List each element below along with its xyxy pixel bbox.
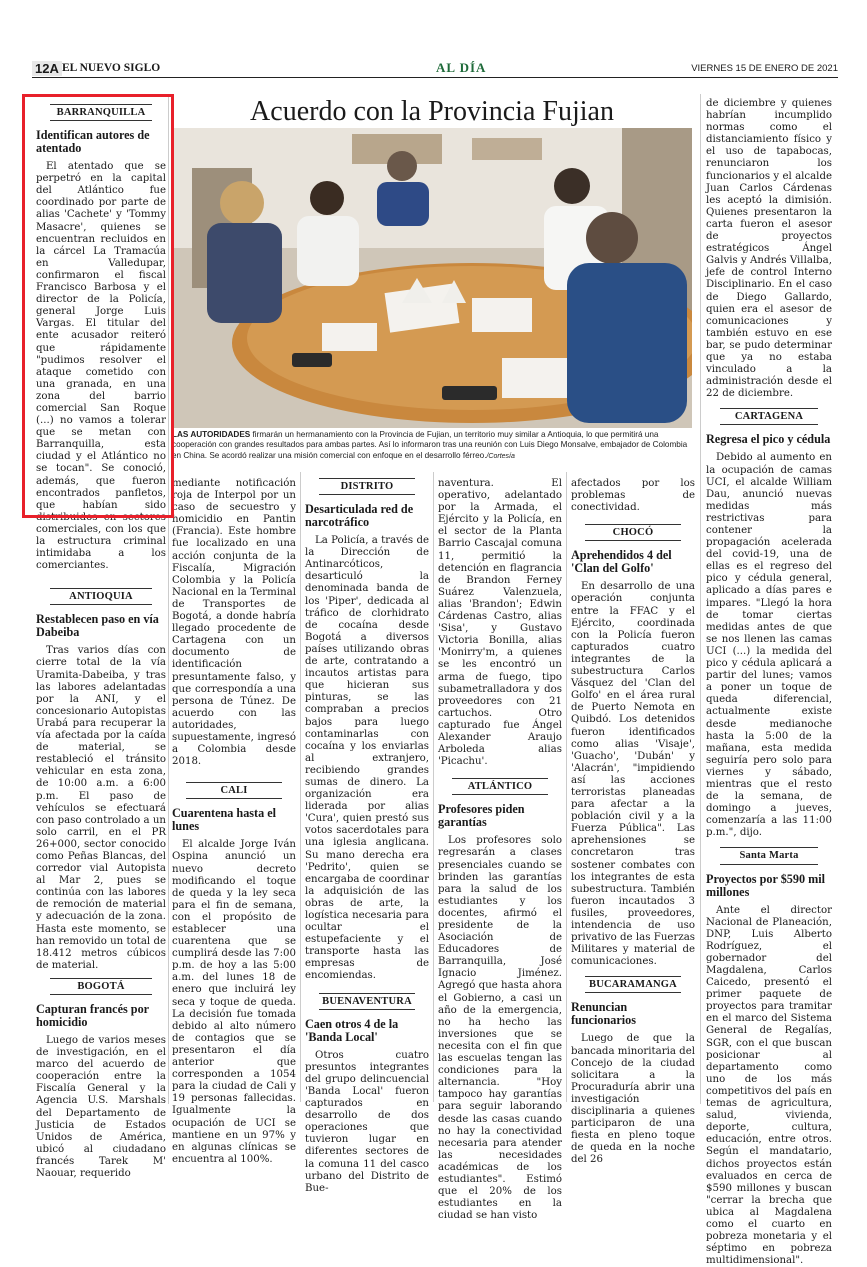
caption-text: firmarán un hermanamiento con la Provincia de Fujian, un territorio muy similar a Antioquia, lo que permitirá una cooperación con grandes resultados para ambas partes. Así lo informaron tras una reunión con Luis Diego Monsalve, embajador de Colombia en China. Se acordó realizar una misión comercial con enfoque en el desarrollo férreo. — [172, 430, 688, 460]
article-santa-marta: Ante el director Nacional de Planeación, DNP, Luis Alberto Rodríguez, el gobernador del Magdalena, Carlos Caicedo, presentó el primer paquete de proyectos para tramitar en el marco del Sistema General de Regalías, SGR, con el que buscan posicionar al departamento como uno de los más competitivos del país en temas de agricultura, salud, vivienda, deporte, cultura, educación, entre otros. Según el mandatario, dichos proyectos están evaluados en cerca de $590 millones y buscan "cerrar la brecha que ubica al Magdalena como el cuarto en pobreza monetaria y el séptimo en pobreza multidimensional". — [706, 904, 832, 1267]
article-bucaramanga-cont: de diciembre y quienes habrían incumplido normas como el distanciamiento físico y el uso de tapabocas, renunciaron los funcionarios y el alcalde Juan Carlos Cárdenas les aceptó la dimisión. Quienes presentaron la carta fueron el asesor de proyectos estratégicos Ángel Galvis y Andrés Villalba, jefe de control Interno Disciplinario. En el caso de Diego Gallardo, quien era el asesor de comunicaciones y también estuvo en ese bar, se pudo determinar que ya no estaba vinculado a la administración desde el 22 de diciembre. — [706, 98, 832, 400]
page-number: 12A — [32, 61, 62, 76]
headline-cali: Cuarentena hasta el lunes — [172, 806, 277, 834]
section-atlantico: ATLÁNTICO — [452, 778, 548, 795]
article-atlantico-cont: afectados por los problemas de conectividad. — [571, 478, 695, 514]
headline-distrito: Desarticulada red de narcotráfico — [305, 502, 414, 530]
column-rule — [566, 472, 567, 1102]
article-cartagena: Debido al aumento en la ocupación de camas UCI, el alcalde William Dau, anunció nuevas medidas más restrictivas para contener la propagación acelerada del covid-19, una de ellas es el regreso del pico y cédula general, aplicado a días pares e impares. "Llegó la hora de tomar ciertas medidas antes de que se nos llenen las camas UCI (...) la medida del pico y cédula aplicará a partir del lunes; vamos a poner un toque de queda diferencial, actualmente existe desde medianoche hasta la 5:00 de la mañana, esta medida seguiría pero solo para viernes y sábado, mientras que el resto de la semana, de domingo a jueves, comenzaría a las 11:00 p.m.", dijo. — [706, 452, 832, 839]
section-barranquilla: BARRANQUILLA — [50, 104, 152, 121]
section-cali: CALI — [186, 782, 282, 799]
headline-barranquilla: Identifican autores de atentado — [36, 128, 150, 156]
section-santa-marta: Santa Marta — [720, 847, 818, 864]
meeting-photo — [172, 128, 692, 428]
article-distrito: La Policía, a través de la Dirección de Antinarcóticos, desarticuló la denominada banda de los 'Piper', dedicada al tráfico de clorhidrato de cocaína desde Bogotá a diversos países utilizando obras de arte, contratando a incautos artistas para que hicieran sus pinturas, se las compraban a precios bajos para luego contaminarlas con cocaína y los enviarlas al extranjero, recibiendo grandes sumas de dinero. La organización era liderada por alias 'Cura', quien prestó sus votos sacerdotales para una iglesia anglicana. Su mano derecha era 'Pedrito', quien se encargaba de coordinar la adquisición de las obras de arte, la logística necesaria para ocultar el estupefaciente y el transporte hasta las empresas de encomiendas. — [305, 535, 429, 982]
photo-caption — [172, 430, 694, 462]
article-choco: En desarrollo de una operación conjunta entre la FFAC y el Ejército, coordinada con la Policía fueron capturados cuatro integrantes de la subestructura Carlos Vásquez del 'Clan del Golfo' en el área rural de Puerto Nemota en Quibdó. Los detenidos fueron identificados como alias 'Visaje', 'Guacho', 'Dubán' y 'Alacrán', "impidiendo así las acciones terroristas planeadas para afectar a la población civil y a la Fuerza Pública". Las aprehensiones se concretaron tras sostener combates con los integrantes de esta subestructura. También fueron incautados 3 fusiles, proveedores, intendencia de uso privativo de las Fuerzas Militares y material de comunicaciones. — [571, 581, 695, 968]
article-antioquia: Tras varios días con cierre total de la vía Uramita-Dabeiba, y tras las labores adelantadas por la ANI, y el concesionario Autopistas Urabá para recuperar la vía afectada por la caída de material, se restableció el tránsito vehicular en esta zona, de 10:00 a.m. a 6:00 p.m. El paso de vehículos se efectuará con paso controlado a un solo carril, en el PR 26+000, sector conocido como Peñas Blancas, del corredor vial Autopista al Mar 2, pues se continúa con las labores de remoción de material y adecuación de la zona. Hasta este momento, se han removido un total de 18.412 metros cúbicos de material. — [36, 645, 166, 971]
headline-atlantico: Profesores piden garantías — [438, 802, 525, 830]
article-atlantico: Los profesores solo regresarán a clases presenciales cuando se brinden las garantías para la salud de los estudiantes y los docentes, afirmó el presidente de la Asociación de Educadores de Barranquilla, José Ignacio Jiménez. Agregó que hasta ahora el Gobierno, a casi un año de la emergencia, no ha hecho las inversiones que se necesita con el fin que las escuelas tengan las condiciones para la alternancia. "Hoy tampoco hay garantías para seguir laborando desde las casas cuando no hay la conectividad necesaria para atender las necesidades académicas de los estudiantes". Estimó que el 20% de los estudiantes en la ciudad se han visto — [438, 835, 563, 1222]
issue-date: VIERNES 15 DE ENERO DE 2021 — [691, 63, 838, 74]
newspaper-name: EL NUEVO SIGLO — [62, 62, 161, 74]
caption-credit: /Cortesía — [486, 452, 515, 460]
section-antioquia: ANTIOQUIA — [50, 588, 152, 605]
article-barranquilla: El atentado que se perpetró en la capital del Atlántico fue coordinado por parte de alias 'Cachete' y 'Tommy Masacre', quienes se encuentran recluidos en la cárcel La Tramacúa en Valledupar, confirmaron el fiscal Francisco Barbosa y el director de la Policía, general Jorge Luis Vargas. El titular del ente acusador reiteró que rápidamente "pudimos resolver el ataque cometido con una granada, en una zona del barrio comercial San Roque (...) no vamos a tolerar que se metan con Barranquilla, esta ciudad y el Atlántico no se tocan". Se conoció, además, que fueron encontrados panfletos, que habían sido distribuidos en sectores comerciales, con los que la estructura criminal intimidaba a los comerciantes. — [36, 161, 166, 572]
section-distrito: DISTRITO — [319, 478, 415, 495]
column-3 — [305, 472, 429, 1195]
page-header — [32, 60, 838, 78]
section-choco: CHOCÓ — [585, 524, 681, 541]
article-bucaramanga: Luego de que la bancada minoritaria del Concejo de la ciudad solicitara a la Procuraduría abrir una investigación disciplinaria a quienes participaron de una fiesta en pleno toque de queda en la noche del 26 — [571, 1033, 695, 1166]
section-bucaramanga: BUCARAMANGA — [585, 976, 681, 993]
article-cali: El alcalde Jorge Iván Ospina anunció un nuevo decreto modificando el toque de queda y la ley seca para el fin de semana, con el propósito de establecer una cuarentena que se cumplirá desde las 7:00 p.m. de hoy a las 5:00 a.m. del lunes 18 de enero que incluirá ley seca y toque de queda. La decisión fue tomada debido al alto número de contagios que se presentaron el día anterior que corresponden a 1054 para la ciudad de Cali y 19 personas fallecidas. Igualmente la ocupación de UCI se mantiene en un 97% y en algunas clínicas se encuentra al 100%. — [172, 839, 296, 1165]
article-bogota: Luego de varios meses de investigación, en el marco del acuerdo de cooperación entre la Fiscalía General y la Agencia U.S. Marshals del Departamento de Justicia de Estados Unidos de América, ubicó al ciudadano francés Tarek M' Naouar, requerido — [36, 1035, 166, 1180]
column-rule — [300, 472, 301, 1102]
section-cartagena: CARTAGENA — [720, 408, 818, 425]
column-rule — [433, 472, 434, 1102]
section-bogota: BOGOTÁ — [50, 978, 152, 995]
article-buenaventura-cont: naventura. El operativo, adelantado por la Armada, el Ejército y la Policía, en el sector de la Planta Barrio Cascajal comuna 11, permitió la detención en flagrancia de Brandon Ferney Suárez Valenzuela, alias 'Brandon'; Edwin Cárdenas Castro, alias 'Sisa', y Gustavo Victoria Bonilla, alias 'Monirry'm, a quienes se les encontró un arma de fuego, tipo subametralladora y dos proveedores con 21 cartuchos. Otro capturado fue Ángel Alexander Araujo Arboleda alias 'Picachu'. — [438, 478, 562, 768]
column-4 — [438, 478, 562, 1222]
headline-bogota: Capturan francés por homicidio — [36, 1002, 149, 1029]
article-bogota-cont: mediante notificación roja de Interpol por un caso de secuestro y homicidio en Pantin (Francia). Este hombre fue localizado en una acción conjunta de la Fiscalía, Migración Colombia y la Policía Nacional en la Terminal de Transportes de Bogotá, a donde habría llegado procedente de Cartagena con un documento de identificación presuntamente falso, y que correspondía a una persona de Túnez. De acuerdo con las autoridades, supuestamente, ingresó a Colombia desde 2018. — [172, 478, 296, 768]
highlight-box — [22, 94, 174, 518]
column-2 — [172, 478, 296, 1166]
headline-bucaramanga: Renuncian funcionarios — [571, 1000, 637, 1028]
column-6 — [706, 98, 832, 1267]
column-5 — [571, 478, 695, 1167]
article-buenaventura: Otros cuatro presuntos integrantes del grupo delincuencial 'Banda Local' fueron capturados en desarrollo de dos operaciones que tuvieron lugar en diferentes sectores de la comuna 11 del casco urbano del Distrito de Bue- — [305, 1049, 429, 1194]
headline-buenaventura: Caen otros 4 de la 'Banda Local' — [305, 1016, 399, 1044]
caption-lead: LAS AUTORIDADES — [172, 430, 251, 439]
headline-cartagena: Regresa el pico y cédula — [706, 432, 831, 447]
section-name: AL DÍA — [436, 60, 487, 75]
meeting-photo-illustration — [172, 128, 692, 428]
main-headline: Acuerdo con la Provincia Fujian — [250, 96, 614, 127]
section-buenaventura: BUENAVENTURA — [319, 993, 415, 1010]
headline-choco: Aprehendidos 4 del 'Clan del Golfo' — [571, 548, 672, 576]
headline-antioquia: Restablecen paso en vía Dabeiba — [36, 612, 159, 640]
column-rule — [700, 94, 701, 1104]
headline-santa-marta: Proyectos por $590 mil millones — [706, 871, 826, 899]
